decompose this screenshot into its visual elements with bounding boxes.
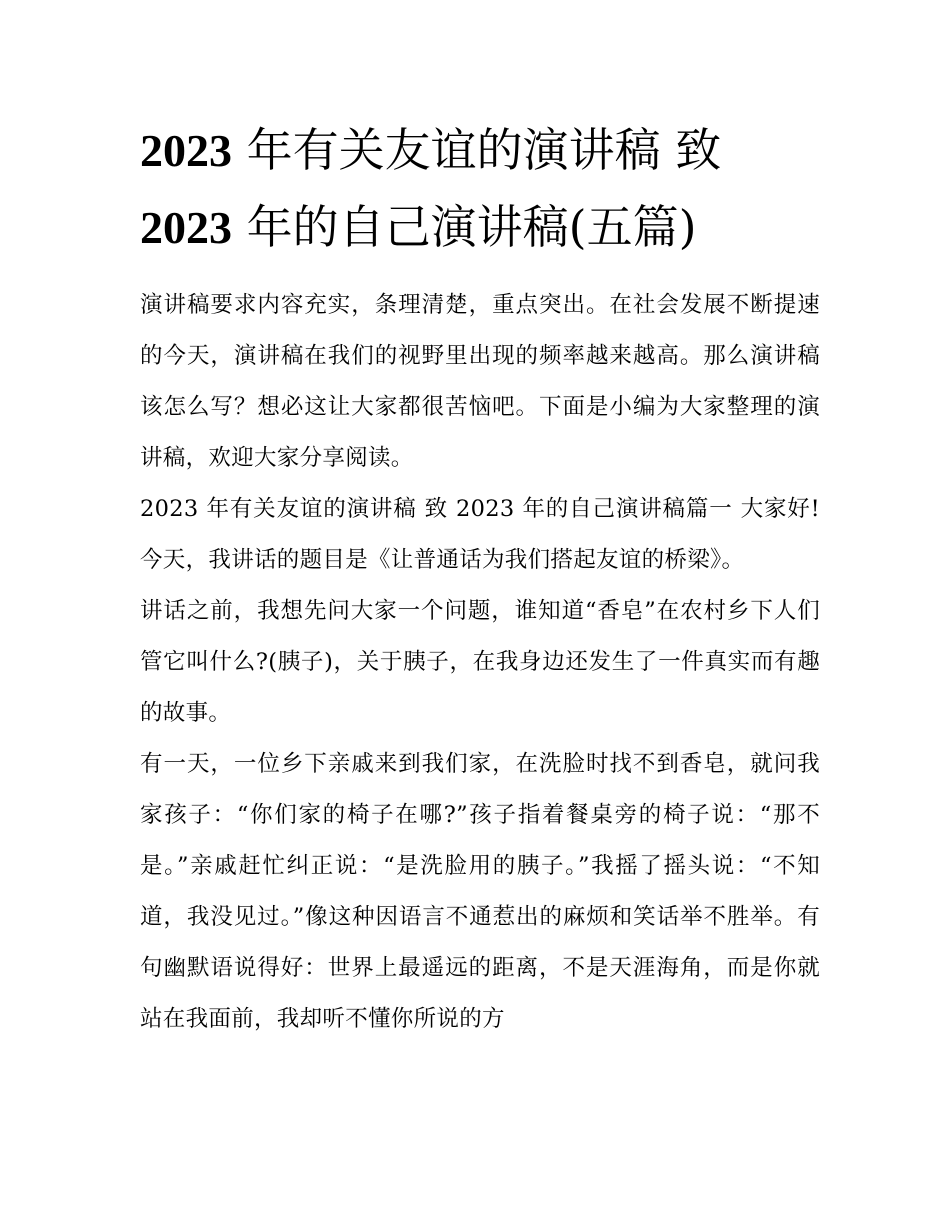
title-line-1 [140, 123, 721, 177]
title-year-2: 2023 [140, 202, 232, 253]
title-year-1: 2023 [140, 125, 232, 176]
paragraph-intro: 演讲稿要求内容充实，条理清楚，重点突出。在社会发展不断提速的今天，演讲稿在我们的视野里出现的频率越来越高。那么演讲稿该怎么写？想必这让大家都很苦恼吧。下面是小编为大家整理的演讲稿，欢迎大家分享阅读。 [140, 292, 820, 471]
paragraph-story: 有一天，一位乡下亲戚来到我们家，在洗脸时找不到香皂，就问我家孩子：“你们家的椅子在哪?”孩子指着餐桌旁的椅子说：“那不是。”亲戚赶忙纠正说：“是洗脸用的胰子。”我摇了摇头说：“不知道，我没见过。”像这种因语言不通惹出的麻烦和笑话举不胜举。有句幽默语说得好：世界上最遥远的距离，不是天涯海角，而是你就站在我面前，我却听不懂你所说的方 [140, 751, 820, 1032]
title-text-2: 年的自己演讲稿(五篇) [232, 200, 697, 254]
paragraph-speech-opening: 2023 年有关友谊的演讲稿 致 2023 年的自己演讲稿篇一 大家好! 今天，我讲话的题目是《让普通话为我们搭起友谊的桥梁》。 [140, 496, 820, 573]
document-page [140, 112, 820, 1045]
title-line-2 [140, 200, 697, 254]
document-title [140, 112, 820, 266]
paragraph-question: 讲话之前，我想先问大家一个问题，谁知道“香皂”在农村乡下人们管它叫什么?(胰子)，关于胰子，在我身边还发生了一件真实而有趣的故事。 [140, 598, 820, 726]
title-text-1: 年有关友谊的演讲稿 致 [232, 123, 722, 177]
